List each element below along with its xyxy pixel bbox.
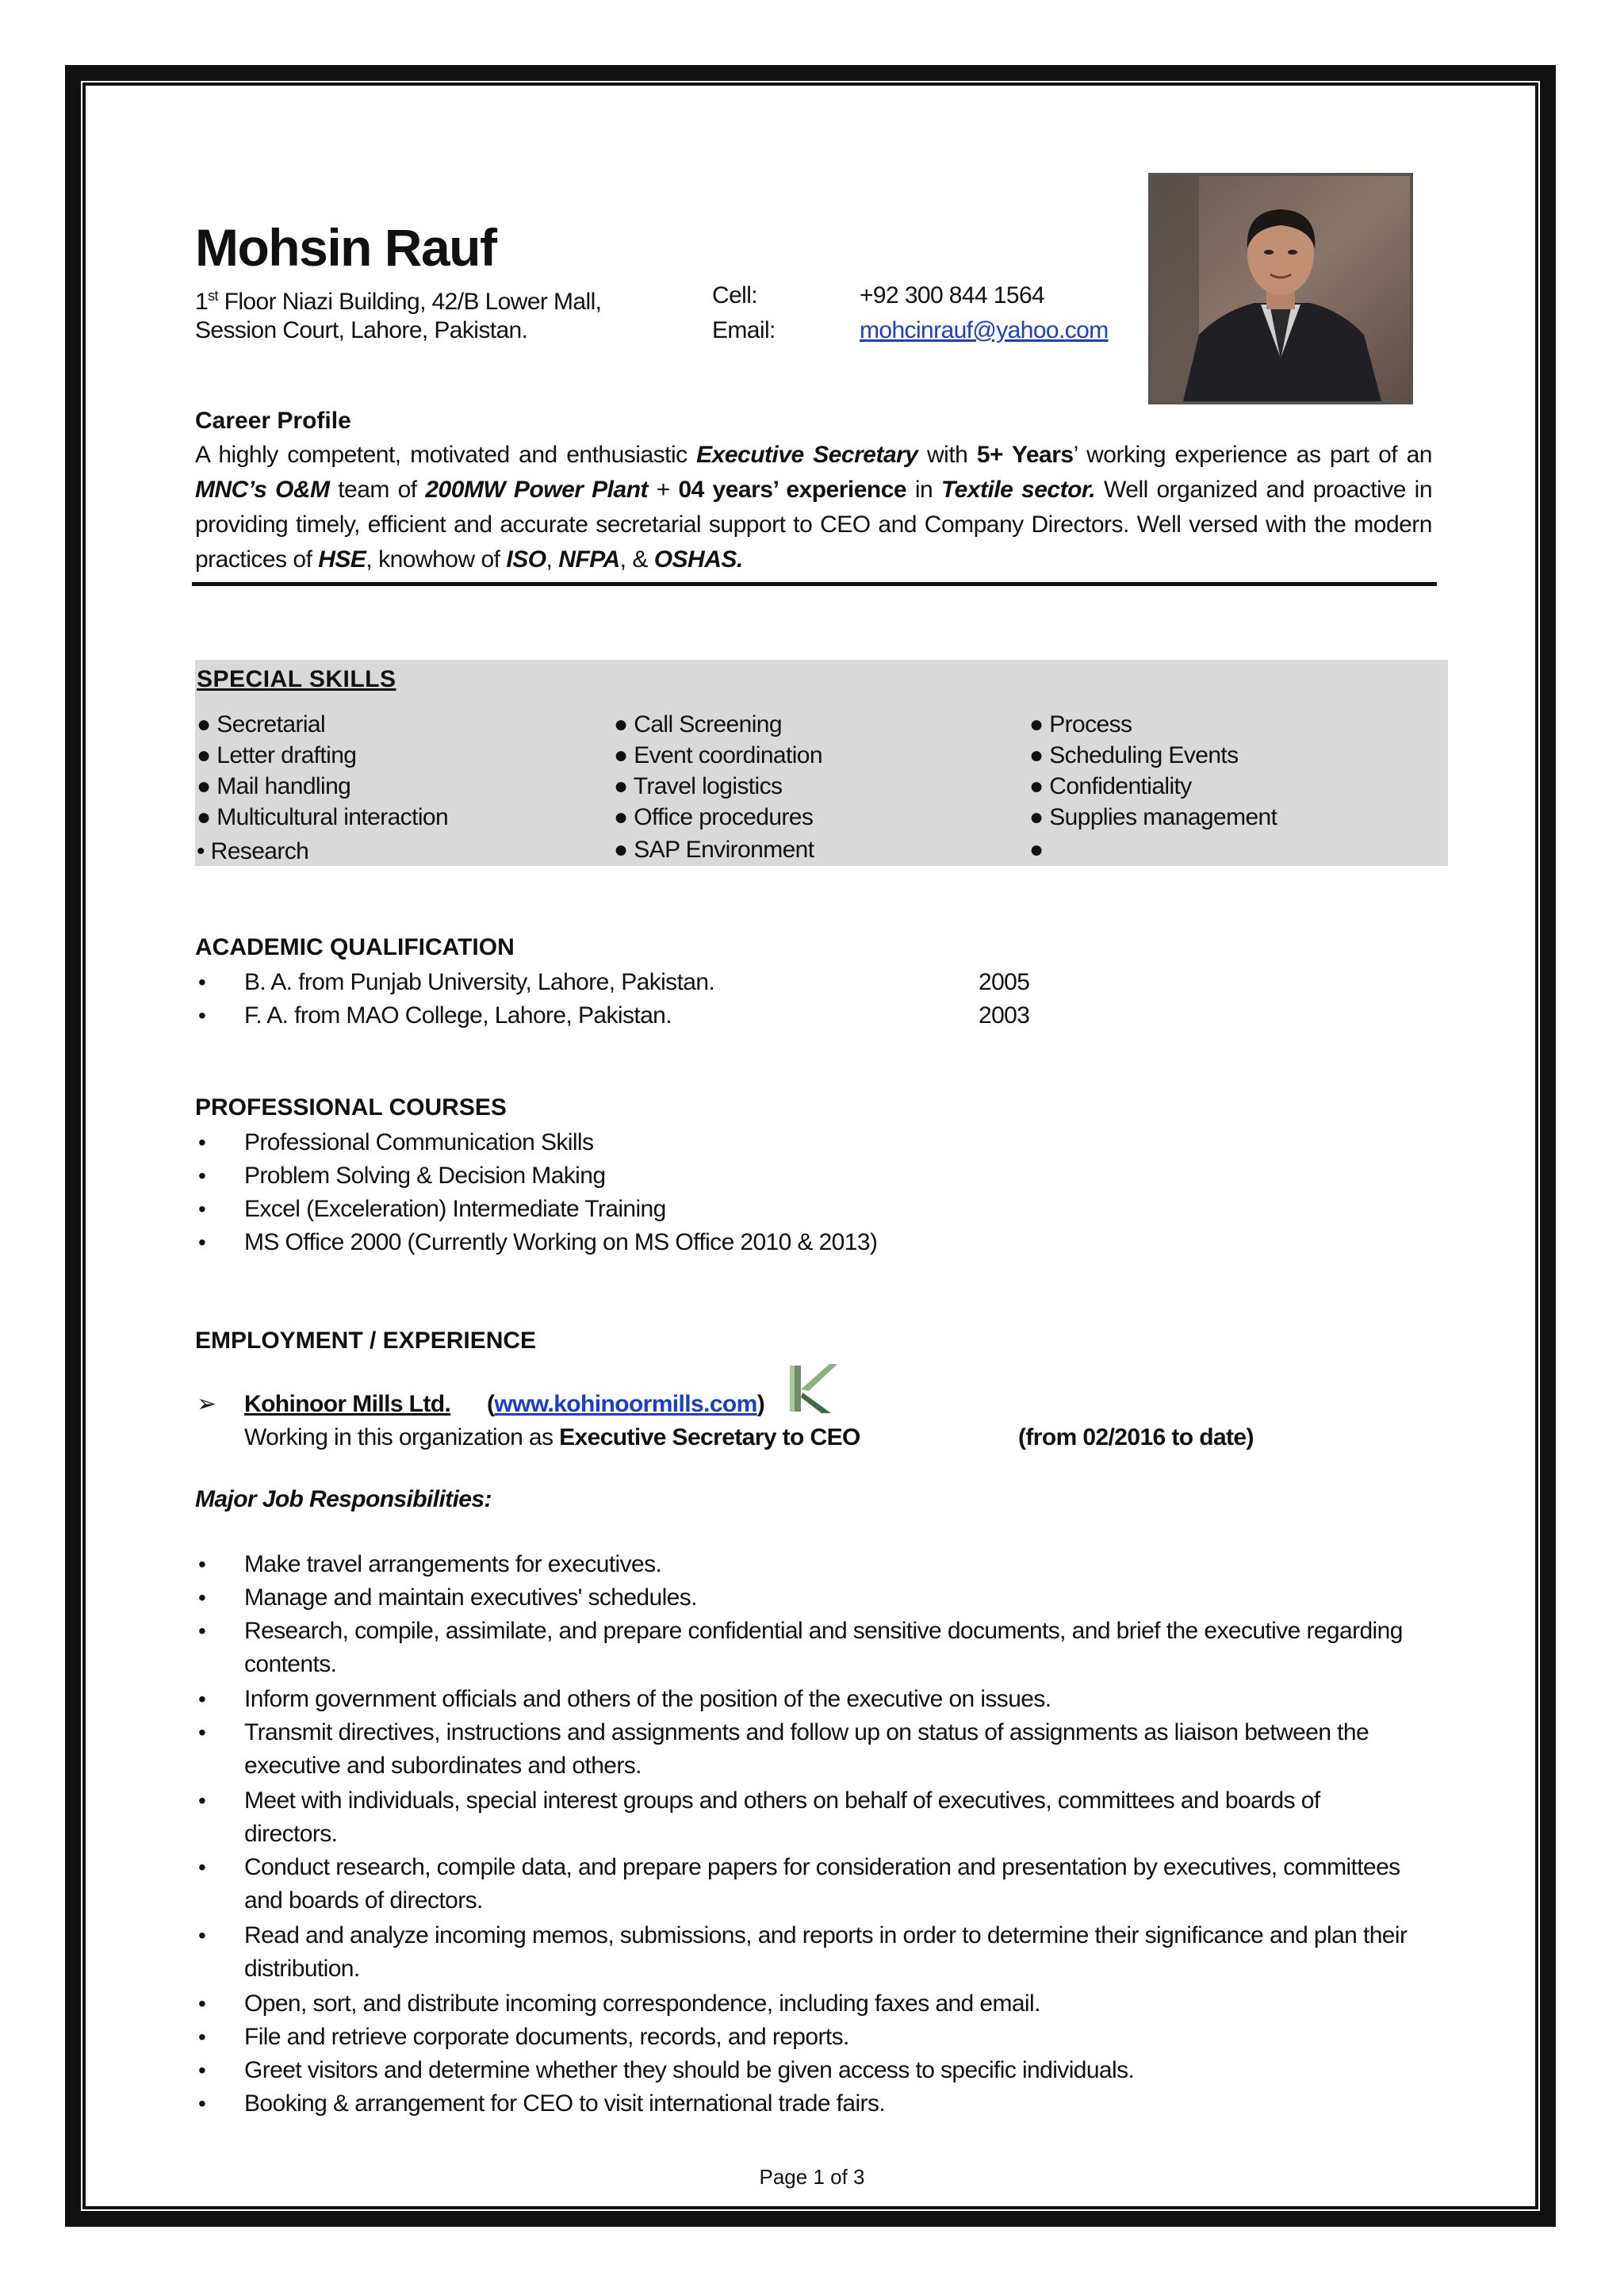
skill-item: ● Letter drafting xyxy=(197,742,357,768)
courses-list xyxy=(195,1126,1147,1259)
skills-column-3 xyxy=(1029,709,1277,865)
academic-list xyxy=(195,966,1067,1033)
skill-item: ● Travel logistics xyxy=(614,773,783,799)
company-name: Kohinoor Mills Ltd. xyxy=(244,1391,451,1417)
responsibilities-heading: Major Job Responsibilities: xyxy=(195,1486,492,1512)
skill-item: ● Mail handling xyxy=(197,773,351,799)
academic-item: • B. A. from Punjab University, Lahore, Pakistan. 2005 xyxy=(195,966,1067,999)
academic-heading: ACADEMIC QUALIFICATION xyxy=(195,934,515,960)
course-item: • Problem Solving & Decision Making xyxy=(195,1159,1147,1193)
profile-photo-image xyxy=(1151,176,1410,401)
skill-item: ● Multicultural interaction xyxy=(197,804,449,830)
page-number: Page 1 of 3 xyxy=(759,2165,865,2189)
skill-item: ● Event coordination xyxy=(614,742,822,768)
employment-period: (from 02/2016 to date) xyxy=(1018,1424,1254,1450)
skill-item: • Research xyxy=(197,838,309,864)
responsibility-item: • Conduct research, compile data, and prepare papers for consideration and presentation by executives, committees and boards of directors. xyxy=(195,1851,1416,1918)
career-profile-heading: Career Profile xyxy=(195,408,351,434)
career-profile-text: A highly competent, motivated and enthusiastic Executive Secretary with 5+ Years’ working experience as part of an MNC’s O&M team of 200MW Power Plant + 04 years’ experience in Textile sector. Well organized and proactive in providing timely, efficient and accurate secretarial support to CEO and Company Directors. Well versed with the modern practices of HSE, knowhow of ISO, NFPA, & OSHAS. xyxy=(195,442,1433,573)
cell-value: +92 300 844 1564 xyxy=(860,282,1045,308)
responsibility-item: • Research, compile, assimilate, and prepare confidential and sensitive documents, and brief the executive regarding contents. xyxy=(195,1615,1416,1681)
course-item: • MS Office 2000 (Currently Working on MS Office 2010 & 2013) xyxy=(195,1226,1147,1259)
skill-item: ● Confidentiality xyxy=(1029,773,1192,799)
responsibility-item: • Open, sort, and distribute incoming correspondence, including faxes and email. xyxy=(195,1987,1416,2021)
course-item: • Professional Communication Skills xyxy=(195,1126,1147,1159)
responsibility-item: • Make travel arrangements for executives. xyxy=(195,1548,1416,1581)
academic-year: 2003 xyxy=(979,1002,1030,1029)
position-line: Working in this organization as Executive Secretary to CEO xyxy=(244,1424,860,1450)
courses-heading: PROFESSIONAL COURSES xyxy=(195,1094,507,1121)
academic-year: 2005 xyxy=(979,969,1030,995)
responsibility-item: • Greet visitors and determine whether they should be given access to specific individuals. xyxy=(195,2054,1416,2087)
skill-item: ● Supplies management xyxy=(1029,804,1277,830)
company-logo xyxy=(785,1358,842,1418)
skill-item: ● Office procedures xyxy=(614,804,814,830)
academic-item: • F. A. from MAO College, Lahore, Pakistan. 2003 xyxy=(195,999,1067,1033)
section-divider xyxy=(192,582,1437,586)
responsibility-item: • Booking & arrangement for CEO to visit international trade fairs. xyxy=(195,2087,1416,2121)
address-line-2: Session Court, Lahore, Pakistan. xyxy=(195,317,528,343)
responsibility-item: • Meet with individuals, special interest groups and others on behalf of executives, committees and boards of directors. xyxy=(195,1784,1416,1851)
special-skills-heading: SPECIAL SKILLS xyxy=(197,666,396,692)
cell-label: Cell: xyxy=(712,282,758,308)
candidate-name: Mohsin Rauf xyxy=(195,218,496,277)
responsibility-item: • Inform government officials and others of the position of the executive on issues. xyxy=(195,1683,1416,1716)
arrow-bullet-icon: ➢ xyxy=(197,1391,216,1417)
email-label: Email: xyxy=(712,317,776,343)
course-item: • Excel (Exceleration) Intermediate Training xyxy=(195,1193,1147,1226)
skills-column-2 xyxy=(614,709,822,865)
skills-column-1 xyxy=(197,709,448,867)
skill-item: ● Secretarial xyxy=(197,711,326,738)
skill-item: ● Scheduling Events xyxy=(1029,742,1239,768)
skill-item: ● Call Screening xyxy=(614,711,782,738)
responsibility-item: • File and retrieve corporate documents, records, and reports. xyxy=(195,2021,1416,2054)
responsibility-item: • Transmit directives, instructions and assignments and follow up on status of assignments as liaison between the executive and subordinates and others. xyxy=(195,1716,1416,1783)
skill-item: ● Process xyxy=(1029,711,1132,738)
profile-photo xyxy=(1148,173,1413,404)
address-line-1: 1st Floor Niazi Building, 42/B Lower Mall, xyxy=(195,288,602,315)
responsibilities-list xyxy=(195,1548,1416,2121)
responsibility-item: • Read and analyze incoming memos, submissions, and reports in order to determine their significance and plan their distribution. xyxy=(195,1919,1416,1986)
company-website-line: (www.kohinoormills.com) xyxy=(487,1391,765,1417)
skill-item: ● SAP Environment xyxy=(614,837,814,863)
employment-heading: EMPLOYMENT / EXPERIENCE xyxy=(195,1328,537,1354)
company-website-link[interactable]: www.kohinoormills.com xyxy=(494,1391,757,1417)
email-link[interactable]: mohcinrauf@yahoo.com xyxy=(860,317,1109,343)
skill-item: ● xyxy=(1029,837,1044,863)
responsibility-item: • Manage and maintain executives' schedules. xyxy=(195,1581,1416,1615)
